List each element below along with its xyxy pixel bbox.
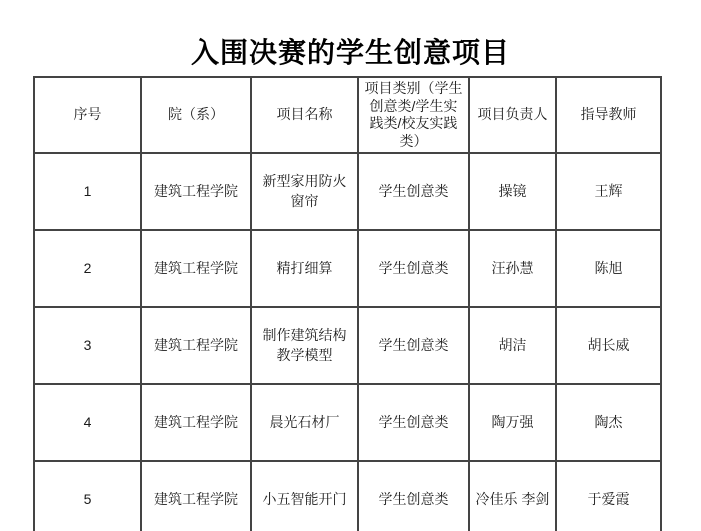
column-header-college: 院（系） bbox=[141, 77, 251, 153]
cell-project-name: 制作建筑结构教学模型 bbox=[251, 307, 358, 384]
cell-leader: 胡洁 bbox=[469, 307, 556, 384]
cell-advisor: 于爱霞 bbox=[556, 461, 661, 531]
cell-seq: 1 bbox=[34, 153, 141, 230]
cell-college: 建筑工程学院 bbox=[141, 307, 251, 384]
cell-leader: 陶万强 bbox=[469, 384, 556, 461]
cell-category: 学生创意类 bbox=[358, 384, 469, 461]
cell-advisor: 陈旭 bbox=[556, 230, 661, 307]
cell-leader: 汪孙慧 bbox=[469, 230, 556, 307]
cell-college: 建筑工程学院 bbox=[141, 384, 251, 461]
cell-seq: 4 bbox=[34, 384, 141, 461]
column-header-leader: 项目负责人 bbox=[469, 77, 556, 153]
column-header-seq: 序号 bbox=[34, 77, 141, 153]
cell-project-name: 精打细算 bbox=[251, 230, 358, 307]
table-row bbox=[34, 461, 661, 531]
cell-category: 学生创意类 bbox=[358, 153, 469, 230]
cell-advisor: 胡长威 bbox=[556, 307, 661, 384]
cell-college: 建筑工程学院 bbox=[141, 461, 251, 531]
table-row bbox=[34, 230, 661, 307]
cell-project-name: 小五智能开门 bbox=[251, 461, 358, 531]
header-row bbox=[34, 77, 661, 153]
cell-seq: 3 bbox=[34, 307, 141, 384]
column-header-category: 项目类别（学生创意类/学生实践类/校友实践类） bbox=[358, 77, 469, 153]
cell-project-name: 新型家用防火窗帘 bbox=[251, 153, 358, 230]
column-header-project-name: 项目名称 bbox=[251, 77, 358, 153]
cell-advisor: 王辉 bbox=[556, 153, 661, 230]
projects-table bbox=[33, 76, 662, 531]
cell-college: 建筑工程学院 bbox=[141, 153, 251, 230]
cell-leader: 操镜 bbox=[469, 153, 556, 230]
cell-seq: 2 bbox=[34, 230, 141, 307]
cell-category: 学生创意类 bbox=[358, 461, 469, 531]
table-row bbox=[34, 384, 661, 461]
column-header-advisor: 指导教师 bbox=[556, 77, 661, 153]
cell-advisor: 陶杰 bbox=[556, 384, 661, 461]
cell-seq: 5 bbox=[34, 461, 141, 531]
cell-category: 学生创意类 bbox=[358, 230, 469, 307]
cell-project-name: 晨光石材厂 bbox=[251, 384, 358, 461]
table-row bbox=[34, 307, 661, 384]
cell-college: 建筑工程学院 bbox=[141, 230, 251, 307]
cell-category: 学生创意类 bbox=[358, 307, 469, 384]
table-row bbox=[34, 153, 661, 230]
page-title: 入围决赛的学生创意项目 bbox=[190, 37, 510, 68]
cell-leader: 冷佳乐 李剑 bbox=[469, 461, 556, 531]
